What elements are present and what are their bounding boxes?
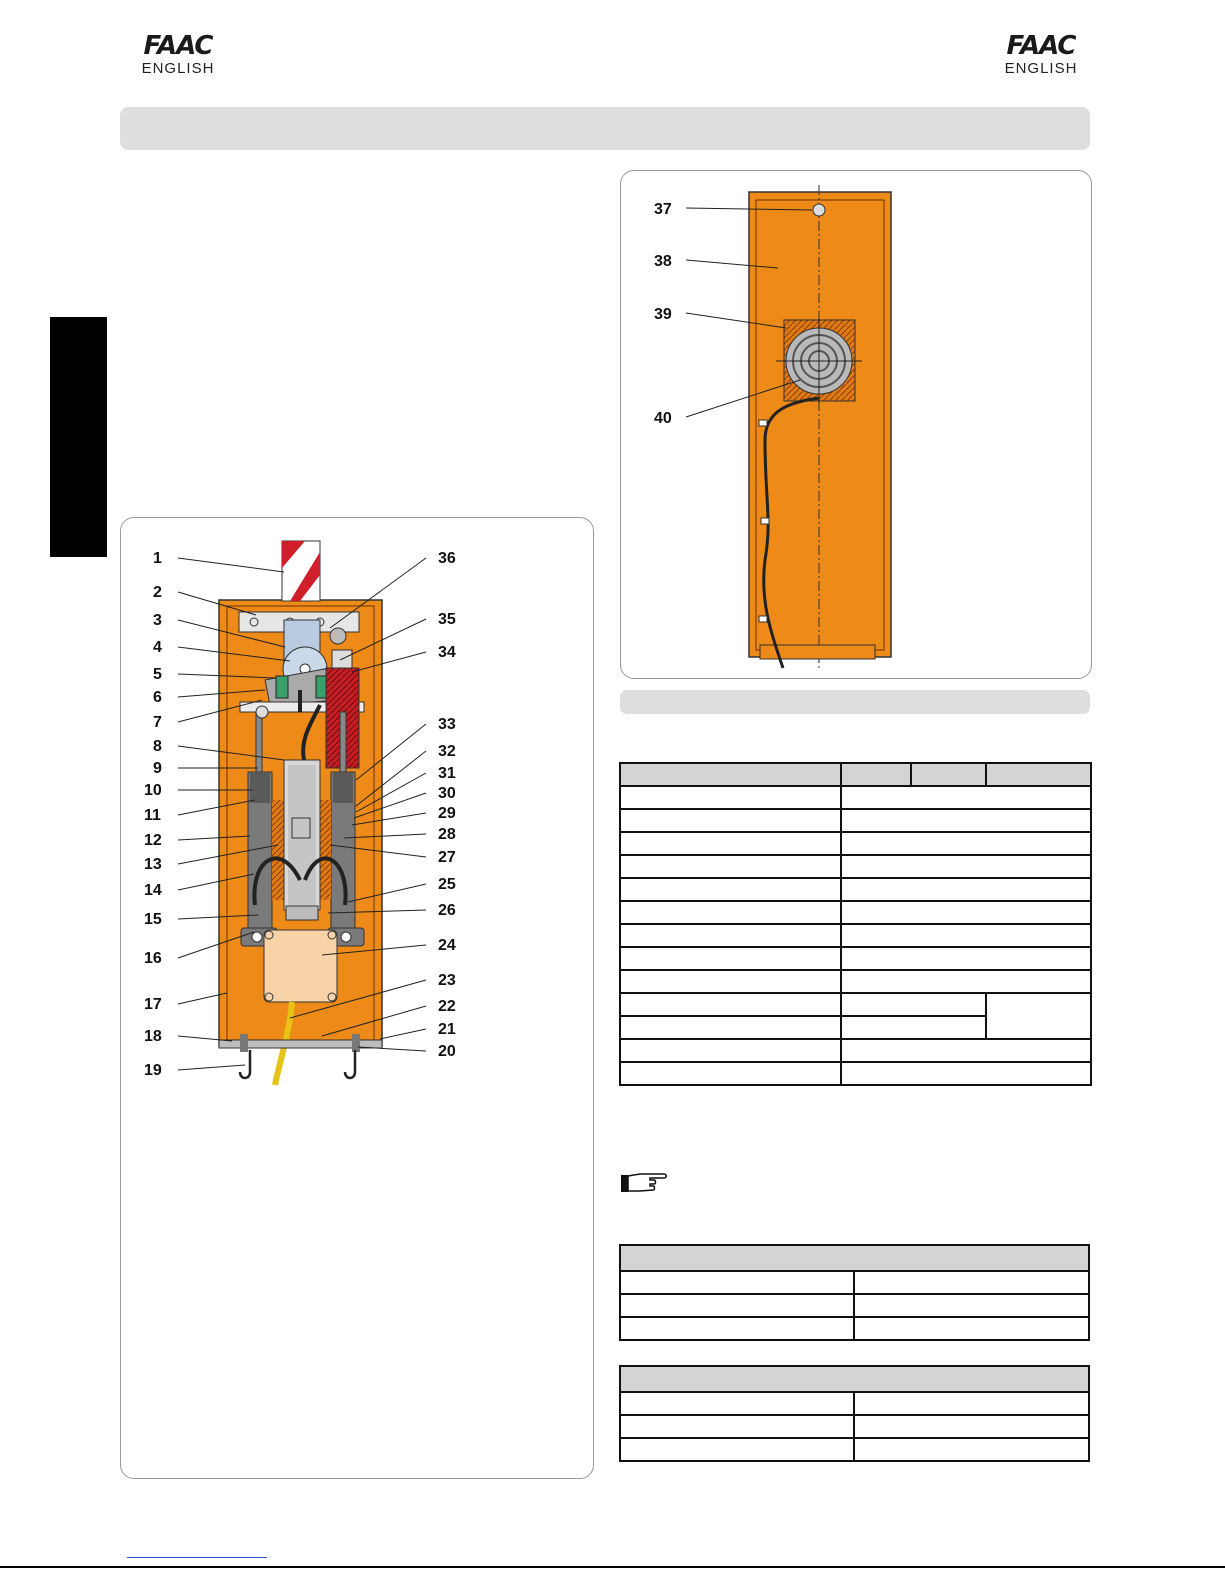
table-row [620, 1317, 1089, 1340]
callout-3: 3 [153, 612, 162, 629]
pointing-hand-icon [620, 1168, 670, 1198]
callout-39: 39 [654, 306, 672, 323]
language-label: ENGLISH [141, 60, 215, 77]
junction-box [264, 930, 337, 1002]
anchor-bolt [240, 1050, 250, 1078]
callout-14: 14 [144, 882, 162, 899]
callout-10: 10 [144, 782, 162, 799]
anchor-bolt [345, 1050, 355, 1078]
callout-15: 15 [144, 911, 162, 928]
callout-33: 33 [438, 716, 456, 733]
callout-38: 38 [654, 253, 672, 270]
footer-rule [0, 1566, 1225, 1568]
table-header-row [620, 1366, 1089, 1392]
callout-25: 25 [438, 876, 456, 893]
callout-2: 2 [153, 584, 162, 601]
table-row [620, 1415, 1089, 1438]
language-label: ENGLISH [1004, 60, 1078, 77]
callout-11: 11 [144, 807, 161, 824]
table-row [620, 970, 1091, 993]
callout-21: 21 [438, 1021, 456, 1038]
table-row [620, 1438, 1089, 1461]
callout-37: 37 [654, 201, 672, 218]
option-table-1 [619, 1244, 1090, 1341]
callout-numbers-right [438, 550, 456, 1060]
brand-name: FAAC [1006, 31, 1076, 61]
table-row [620, 993, 1091, 1016]
callout-13: 13 [144, 856, 162, 873]
table-row [620, 1294, 1089, 1317]
callout-32: 32 [438, 743, 456, 760]
callout-19: 19 [144, 1062, 162, 1079]
table-header-row [620, 1245, 1089, 1271]
table-row [620, 1392, 1089, 1415]
table-row [620, 855, 1091, 878]
callout-35: 35 [438, 611, 456, 628]
callout-34: 34 [438, 644, 456, 661]
spec-table [619, 762, 1092, 1086]
callout-5: 5 [153, 666, 162, 683]
option-table-2 [619, 1365, 1090, 1462]
callout-26: 26 [438, 902, 456, 919]
door-panel [749, 192, 891, 657]
callout-27: 27 [438, 849, 456, 866]
callout-22: 22 [438, 998, 456, 1015]
callout-30: 30 [438, 785, 456, 802]
brand-name: FAAC [143, 31, 213, 61]
cabinet-door-drawing [654, 185, 891, 668]
table-row [620, 1271, 1089, 1294]
callout-12: 12 [144, 832, 162, 849]
door-lock [813, 204, 825, 216]
callout-20: 20 [438, 1043, 456, 1060]
callout-16: 16 [144, 950, 162, 967]
callout-8: 8 [153, 738, 162, 755]
callout-numbers-left [144, 550, 162, 1079]
callout-4: 4 [153, 639, 162, 656]
callout-9: 9 [153, 760, 162, 777]
callout-28: 28 [438, 826, 456, 843]
table-row [620, 901, 1091, 924]
callout-6: 6 [153, 689, 162, 706]
callout-40: 40 [654, 410, 672, 427]
callout-29: 29 [438, 805, 456, 822]
table-row [620, 809, 1091, 832]
callout-7: 7 [153, 714, 162, 731]
callout-18: 18 [144, 1028, 162, 1045]
table-row [620, 786, 1091, 809]
table-row [620, 947, 1091, 970]
table-row [620, 924, 1091, 947]
table-header-row [620, 763, 1091, 786]
callout-24: 24 [438, 937, 456, 954]
footer-link[interactable] [127, 1557, 267, 1558]
table-row [620, 832, 1091, 855]
barrier-cabinet-drawing [144, 541, 456, 1085]
callout-31: 31 [438, 765, 456, 782]
callout-23: 23 [438, 972, 456, 989]
callout-1: 1 [153, 550, 162, 567]
table-row [620, 1062, 1091, 1085]
table-row [620, 1039, 1091, 1062]
callout-17: 17 [144, 996, 162, 1013]
table-row [620, 878, 1091, 901]
callout-36: 36 [438, 550, 456, 567]
